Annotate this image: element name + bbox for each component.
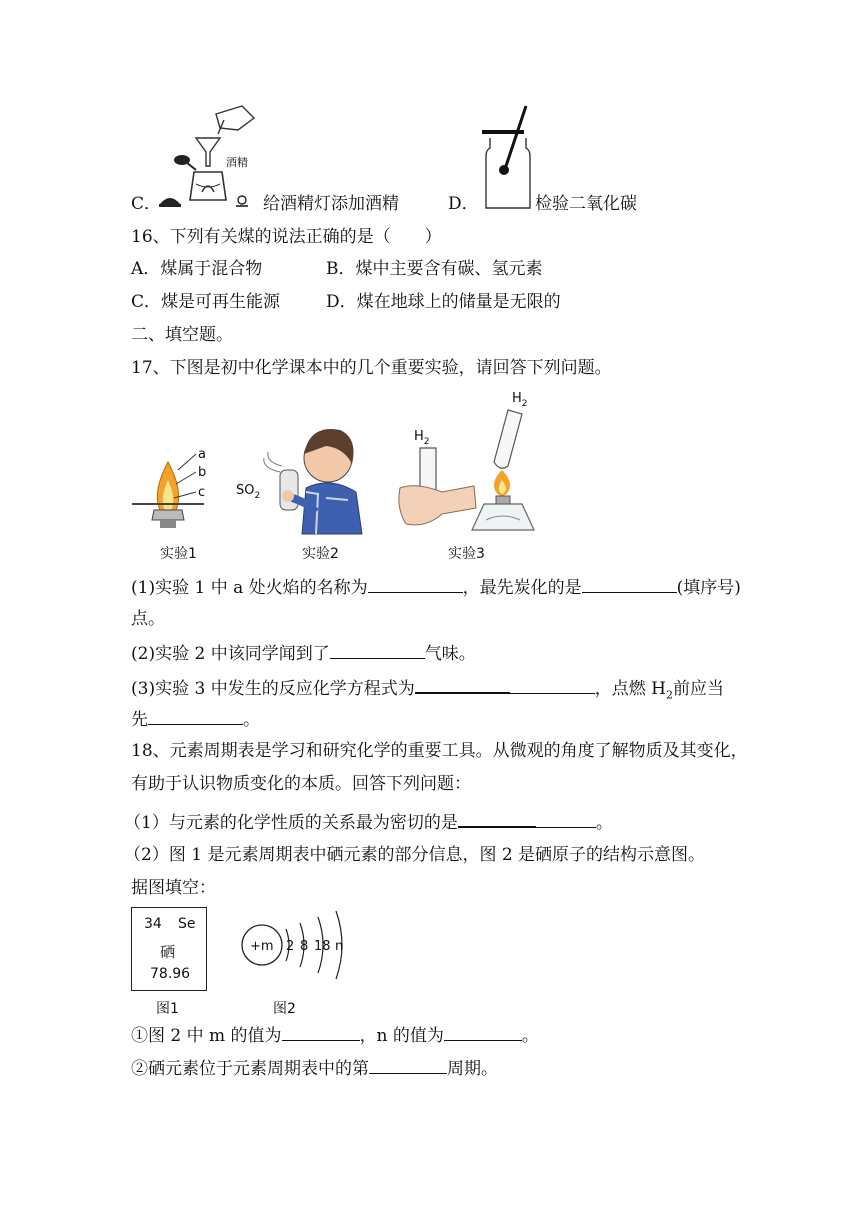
atom-structure-diagram xyxy=(238,905,358,991)
q17-blank-2[interactable] xyxy=(582,574,677,593)
q18-blank-1a[interactable] xyxy=(458,808,536,828)
flame-label-c: c xyxy=(198,485,206,500)
q17-part1-cont: 点。 xyxy=(131,609,165,629)
flame-label-b: b xyxy=(198,465,207,480)
q18-sub1-text-a: ①图 2 中 m 的值为 xyxy=(131,1026,282,1046)
q18-sub2-text-a: ②硒元素位于元素周期表中的第 xyxy=(131,1059,369,1079)
q17-blank-4b[interactable] xyxy=(510,675,595,694)
q17-part2-text-a: (2)实验 2 中该同学闻到了 xyxy=(131,644,330,664)
exp2-caption: 实验2 xyxy=(302,546,339,562)
flame-label-a: a xyxy=(198,447,206,462)
q18-sub2 xyxy=(131,1055,498,1081)
q18-part1-text-b: 。 xyxy=(595,813,613,833)
q17-part3-cont xyxy=(131,706,260,732)
q18-blank-3[interactable] xyxy=(444,1022,522,1041)
q18-stem-line1: 18、元素周期表是学习和研究化学的重要工具。从微观的角度了解物质及其变化， xyxy=(131,741,748,761)
q18-part1-text-a: （1）与元素的化学性质的关系最为密切的是 xyxy=(124,813,458,833)
q17-part1-text-c: (填序号) xyxy=(676,578,741,598)
nucleus-charge: +m xyxy=(250,939,274,954)
shell-2: 8 xyxy=(300,939,309,954)
experiment1-flame xyxy=(132,447,206,528)
q16-option-c: C．煤是可再生能源 xyxy=(131,292,281,312)
q17-blank-5[interactable] xyxy=(148,706,243,725)
q18-blank-1b[interactable] xyxy=(536,809,596,828)
shell-3: 18 xyxy=(314,939,331,954)
shell-1: 2 xyxy=(286,939,295,954)
q15-option-c-text: 给酒精灯添加酒精 xyxy=(263,194,399,214)
q18-part2-line1: （2）图 1 是元素周期表中硒元素的部分信息，图 2 是硒原子的结构示意图。 xyxy=(124,845,706,865)
q17-stem: 17、下图是初中化学课本中的几个重要实验，请回答下列问题。 xyxy=(131,358,612,378)
element-symbol: Se xyxy=(178,916,196,932)
element-name: 硒 xyxy=(160,943,176,961)
h2-subscript: 2 xyxy=(665,688,673,702)
q17-figure xyxy=(130,388,550,564)
atomic-mass: 78.96 xyxy=(150,966,191,982)
so2-label: $SO_2$ xyxy=(236,483,261,501)
q18-part1 xyxy=(124,808,613,835)
q16-stem: 16、下列有关煤的说法正确的是（ ） xyxy=(131,227,442,247)
q17-part3-text-a: (3)实验 3 中发生的反应化学方程式为 xyxy=(131,679,415,699)
experiment3-setup xyxy=(399,391,534,530)
q17-part1-text-a: (1)实验 1 中 a 处火焰的名称为 xyxy=(131,578,368,598)
exp1-caption: 实验1 xyxy=(160,546,197,562)
q18-sub1-text-b: ，n 的值为 xyxy=(359,1026,444,1046)
q17-part3-text-c: 前应当 xyxy=(672,679,724,699)
shell-4: n xyxy=(335,939,344,954)
q18-blank-4[interactable] xyxy=(369,1055,447,1074)
section-heading: 二、填空题。 xyxy=(131,325,233,345)
q17-blank-3[interactable] xyxy=(330,640,425,659)
atomic-number: 34 xyxy=(144,916,162,932)
q18-stem-line2: 有助于认识物质变化的本质。回答下列问题： xyxy=(131,774,471,794)
q17-blank-4a[interactable] xyxy=(415,674,510,694)
q16-option-a: A．煤属于混合物 xyxy=(131,259,263,279)
q17-part3-text-b: ，点燃 H xyxy=(594,679,666,699)
experiment2-student xyxy=(236,429,362,534)
selenium-cell xyxy=(131,907,207,991)
fig1-caption: 图1 xyxy=(156,1001,179,1017)
q16-option-d: D．煤在地球上的储量是无限的 xyxy=(326,292,561,312)
q15-option-d-label: D． xyxy=(448,194,479,214)
q17-part2 xyxy=(131,640,476,666)
fig2-caption: 图2 xyxy=(273,1001,296,1017)
q18-sub1 xyxy=(131,1022,539,1048)
q15-option-c-figure xyxy=(158,100,258,212)
h2-label-right: $H_2$ xyxy=(512,391,528,409)
q17-part3-text-e: 。 xyxy=(243,710,260,730)
q15-option-c-label: C． xyxy=(131,194,162,214)
q17-blank-1[interactable] xyxy=(368,574,463,593)
q17-part2-text-b: 气味。 xyxy=(424,644,476,664)
exp3-caption: 实验3 xyxy=(448,546,485,562)
q16-option-b: B．煤中主要含有碳、氢元素 xyxy=(326,259,543,279)
h2-label-left: $H_2$ xyxy=(414,429,430,447)
q18-part2-line2: 据图填空： xyxy=(131,878,216,898)
q17-part3 xyxy=(131,674,724,707)
q18-sub1-text-c: 。 xyxy=(521,1026,539,1046)
alcohol-label: 酒精 xyxy=(226,156,248,169)
q18-sub2-text-b: 周期。 xyxy=(447,1059,498,1079)
q17-part3-text-d: 先 xyxy=(131,710,148,730)
q17-part1-text-b: ，最先炭化的是 xyxy=(462,578,582,598)
q17-part1 xyxy=(131,574,741,600)
q15-option-d-text: 检验二氧化碳 xyxy=(535,194,637,214)
q18-blank-2[interactable] xyxy=(282,1022,360,1041)
q15-option-d-figure xyxy=(482,104,538,214)
